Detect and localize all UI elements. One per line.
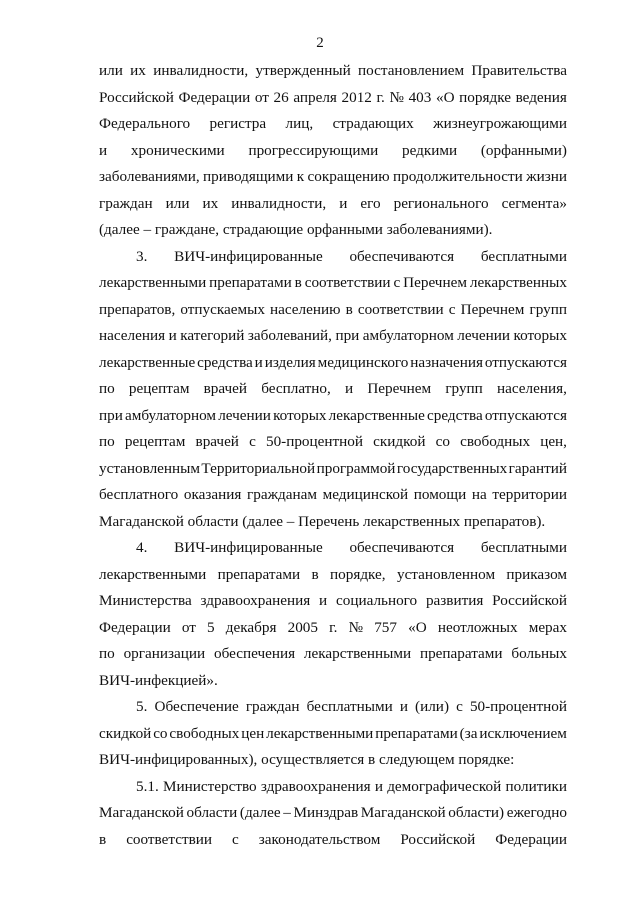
text-line: бесплатного оказания гражданам медицинской помощи на территории (99, 486, 567, 503)
text-line: в соответствии с законодательством Российской Федерации (99, 830, 567, 848)
text-line: по рецептам врачей бесплатно, и Перечнем групп населения, (99, 380, 567, 397)
text-line: скидкой со свободных цен лекарственными препаратами (за исключением (99, 724, 567, 742)
text-line: граждан или их инвалидности, и его регионального сегмента» (99, 194, 567, 212)
text-line: по организации обеспечения лекарственными препаратами больных (99, 645, 567, 662)
paragraph-para-continuation (99, 58, 567, 244)
text-line: и хроническими прогрессирующими редкими (орфанными) (99, 141, 567, 159)
text-line: 3. ВИЧ-инфицированные обеспечиваются бесплатными (136, 247, 567, 265)
paragraph-para-3 (99, 244, 567, 536)
text-line: лекарственными препаратами в соответствии с Перечнем лекарственных (99, 274, 567, 291)
text-line: при амбулаторном лечении которых лекарственные средства отпускаются (99, 406, 567, 424)
text-line: населения и категорий заболеваний, при амбулаторном лечении которых (99, 327, 567, 344)
text-line: Российской Федерации от 26 апреля 2012 г. № 403 «О порядке ведения (99, 88, 567, 106)
text-line: препаратов, отпускаемых населению в соответствии с Перечнем групп (99, 300, 567, 318)
text-line: Министерства здравоохранения и социального развития Российской (99, 592, 567, 609)
text-line: Федерального регистра лиц, страдающих жизнеугрожающими (99, 115, 567, 132)
text-line: заболеваниями, приводящими к сокращению продолжительности жизни (99, 168, 567, 185)
paragraph-para-4 (99, 535, 567, 694)
text-line: ВИЧ-инфицированных), осуществляется в следующем порядке: (99, 751, 515, 768)
text-line: лекарственными препаратами в порядке, установленном приказом (99, 565, 567, 583)
text-line: 4. ВИЧ-инфицированные обеспечиваются бесплатными (136, 539, 567, 556)
text-line: Магаданской области (далее – Минздрав Магаданской области) ежегодно (99, 804, 567, 821)
text-line: 5. Обеспечение граждан бесплатными и (или) с 50-процентной (136, 698, 567, 715)
text-line: Магаданской области (далее – Перечень лекарственных препаратов). (99, 512, 546, 530)
text-line: (далее – граждане, страдающие орфанными заболеваниями). (99, 221, 493, 238)
text-line: лекарственные средства и изделия медицинского назначения отпускаются (99, 353, 567, 371)
text-line: 5.1. Министерство здравоохранения и демографической политики (136, 777, 567, 795)
paragraph-para-5 (99, 694, 567, 774)
text-line: Федерации от 5 декабря 2005 г. № 757 «О неотложных мерах (99, 618, 567, 636)
text-line: установленным Территориальной программой государственных гарантий (99, 459, 567, 477)
text-line: или их инвалидности, утвержденный постановлением Правительства (99, 62, 567, 79)
text-line: по рецептам врачей с 50-процентной скидкой со свободных цен, (99, 433, 567, 450)
body-text (99, 58, 567, 853)
paragraph-para-5-1 (99, 774, 567, 854)
page-number: 2 (316, 35, 324, 51)
text-line: ВИЧ-инфекцией». (99, 671, 218, 689)
